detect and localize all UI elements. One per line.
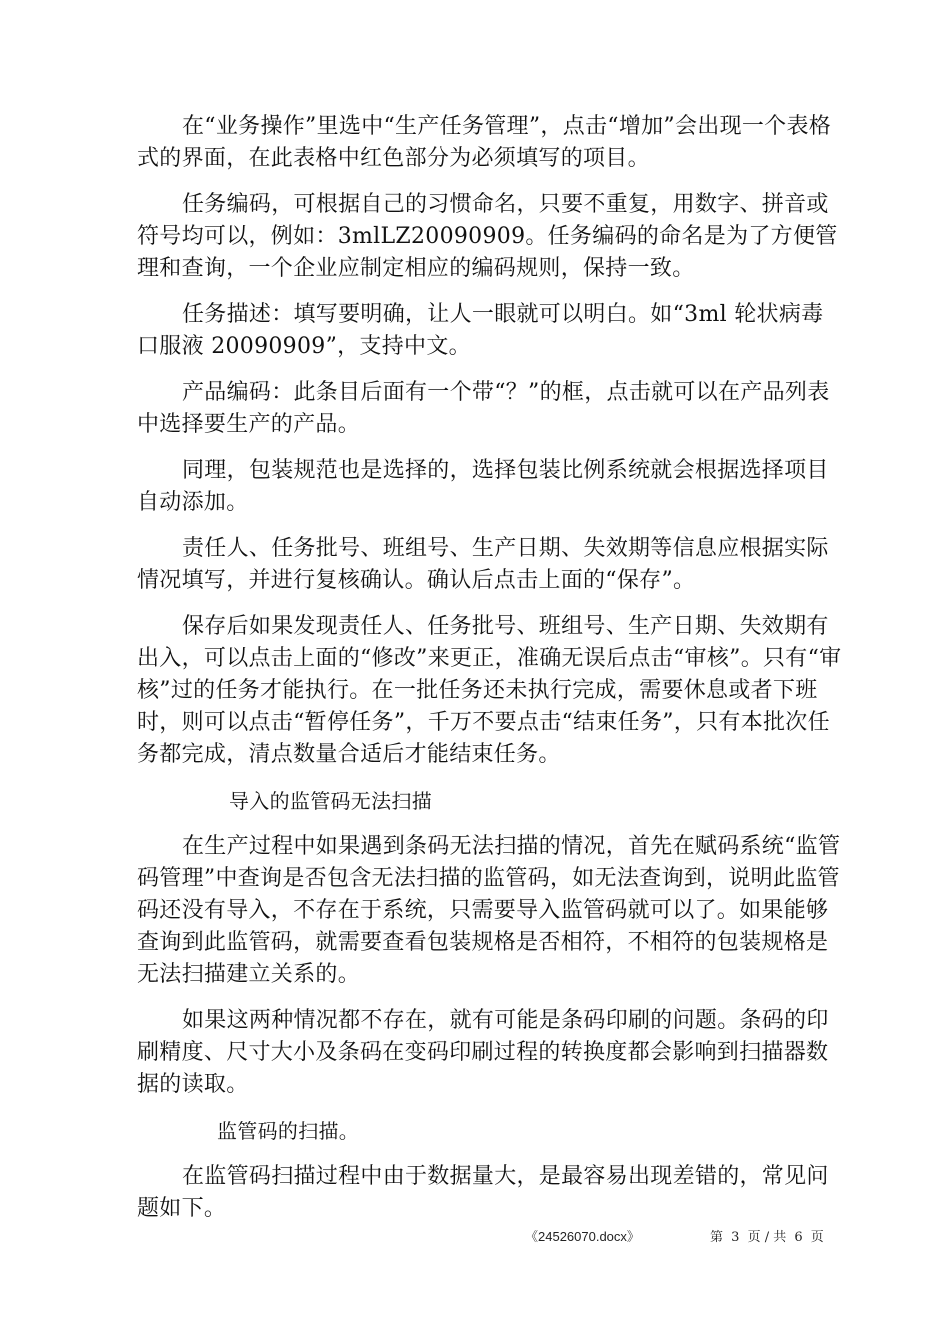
paragraph-barcode-printing: 如果这两种情况都不存在，就有可能是条码印刷的问题。条码的印刷精度、尺寸大小及条码在变码印刷过程的转换度都会影响到扫描器数据的读取。 <box>137 1008 829 1097</box>
paragraph-save-review: 保存后如果发现责任人、任务批号、班组号、生产日期、失效期有出入，可以点击上面的“修改”来更正，准确无误后点击“审核”。只有“审核”过的任务才能执行。在一批任务还未执行完成，需要休息或者下班时，则可以点击“暂停任务”，千万不要点击“结束任务”，只有本批次任务都完成，清点数量合适后才能结束任务。 <box>137 614 842 767</box>
footer-page-number <box>708 1226 826 1245</box>
paragraph-scanning-issues: 在监管码扫描过程中由于数据量大，是最容易出现差错的，常见问题如下。 <box>137 1164 829 1221</box>
paragraph-task-code: 任务编码，可根据自己的习惯命名，只要不重复，用数字、拼音或符号均可以，例如：3mlLZ20090909。任务编码的命名是为了方便管理和查询，一个企业应制定相应的编码规则，保持一致。 <box>137 192 838 281</box>
page-footer <box>0 1226 950 1250</box>
paragraph-task-description: 任务描述：填写要明确，让人一眼就可以明白。如“3ml 轮状病毒口服液 20090909”，支持中文。 <box>137 302 824 359</box>
page-total: 6 <box>794 1230 803 1245</box>
document-body <box>137 111 842 1239</box>
paragraph-product-code: 产品编码：此条目后面有一个带“？”的框，点击就可以在产品列表中选择要生产的产品。 <box>137 380 830 437</box>
paragraph-packaging-spec: 同理，包装规范也是选择的，选择包装比例系统就会根据选择项目自动添加。 <box>137 458 829 515</box>
page-current: 3 <box>731 1230 740 1245</box>
page-mid: 页 / 共 <box>747 1230 787 1245</box>
paragraph-add-task: 在“业务操作”里选中“生产任务管理”，点击“增加”会出现一个表格式的界面，在此表格中红色部分为必须填写的项目。 <box>137 114 832 171</box>
paragraph-responsible-person: 责任人、任务批号、班组号、生产日期、失效期等信息应根据实际情况填写，并进行复核确认。确认后点击上面的“保存”。 <box>137 536 829 593</box>
footer-filename: 《24526070.docx》 <box>525 1229 640 1244</box>
section-heading-code-scanning: 监管码的扫描。 <box>217 1119 360 1143</box>
section-heading-import-scan: 导入的监管码无法扫描 <box>229 789 432 813</box>
page-suffix: 页 <box>810 1230 824 1245</box>
paragraph-barcode-unscannable: 在生产过程中如果遇到条码无法扫描的情况，首先在赋码系统“监管码管理”中查询是否包含无法扫描的监管码，如无法查询到，说明此监管码还没有导入，不存在于系统，只需要导入监管码就可以了。如果能够查询到此监管码，就需要查看包装规格是否相符，不相符的包装规格是无法扫描建立关系的。 <box>137 834 841 987</box>
page-prefix: 第 <box>710 1230 724 1245</box>
